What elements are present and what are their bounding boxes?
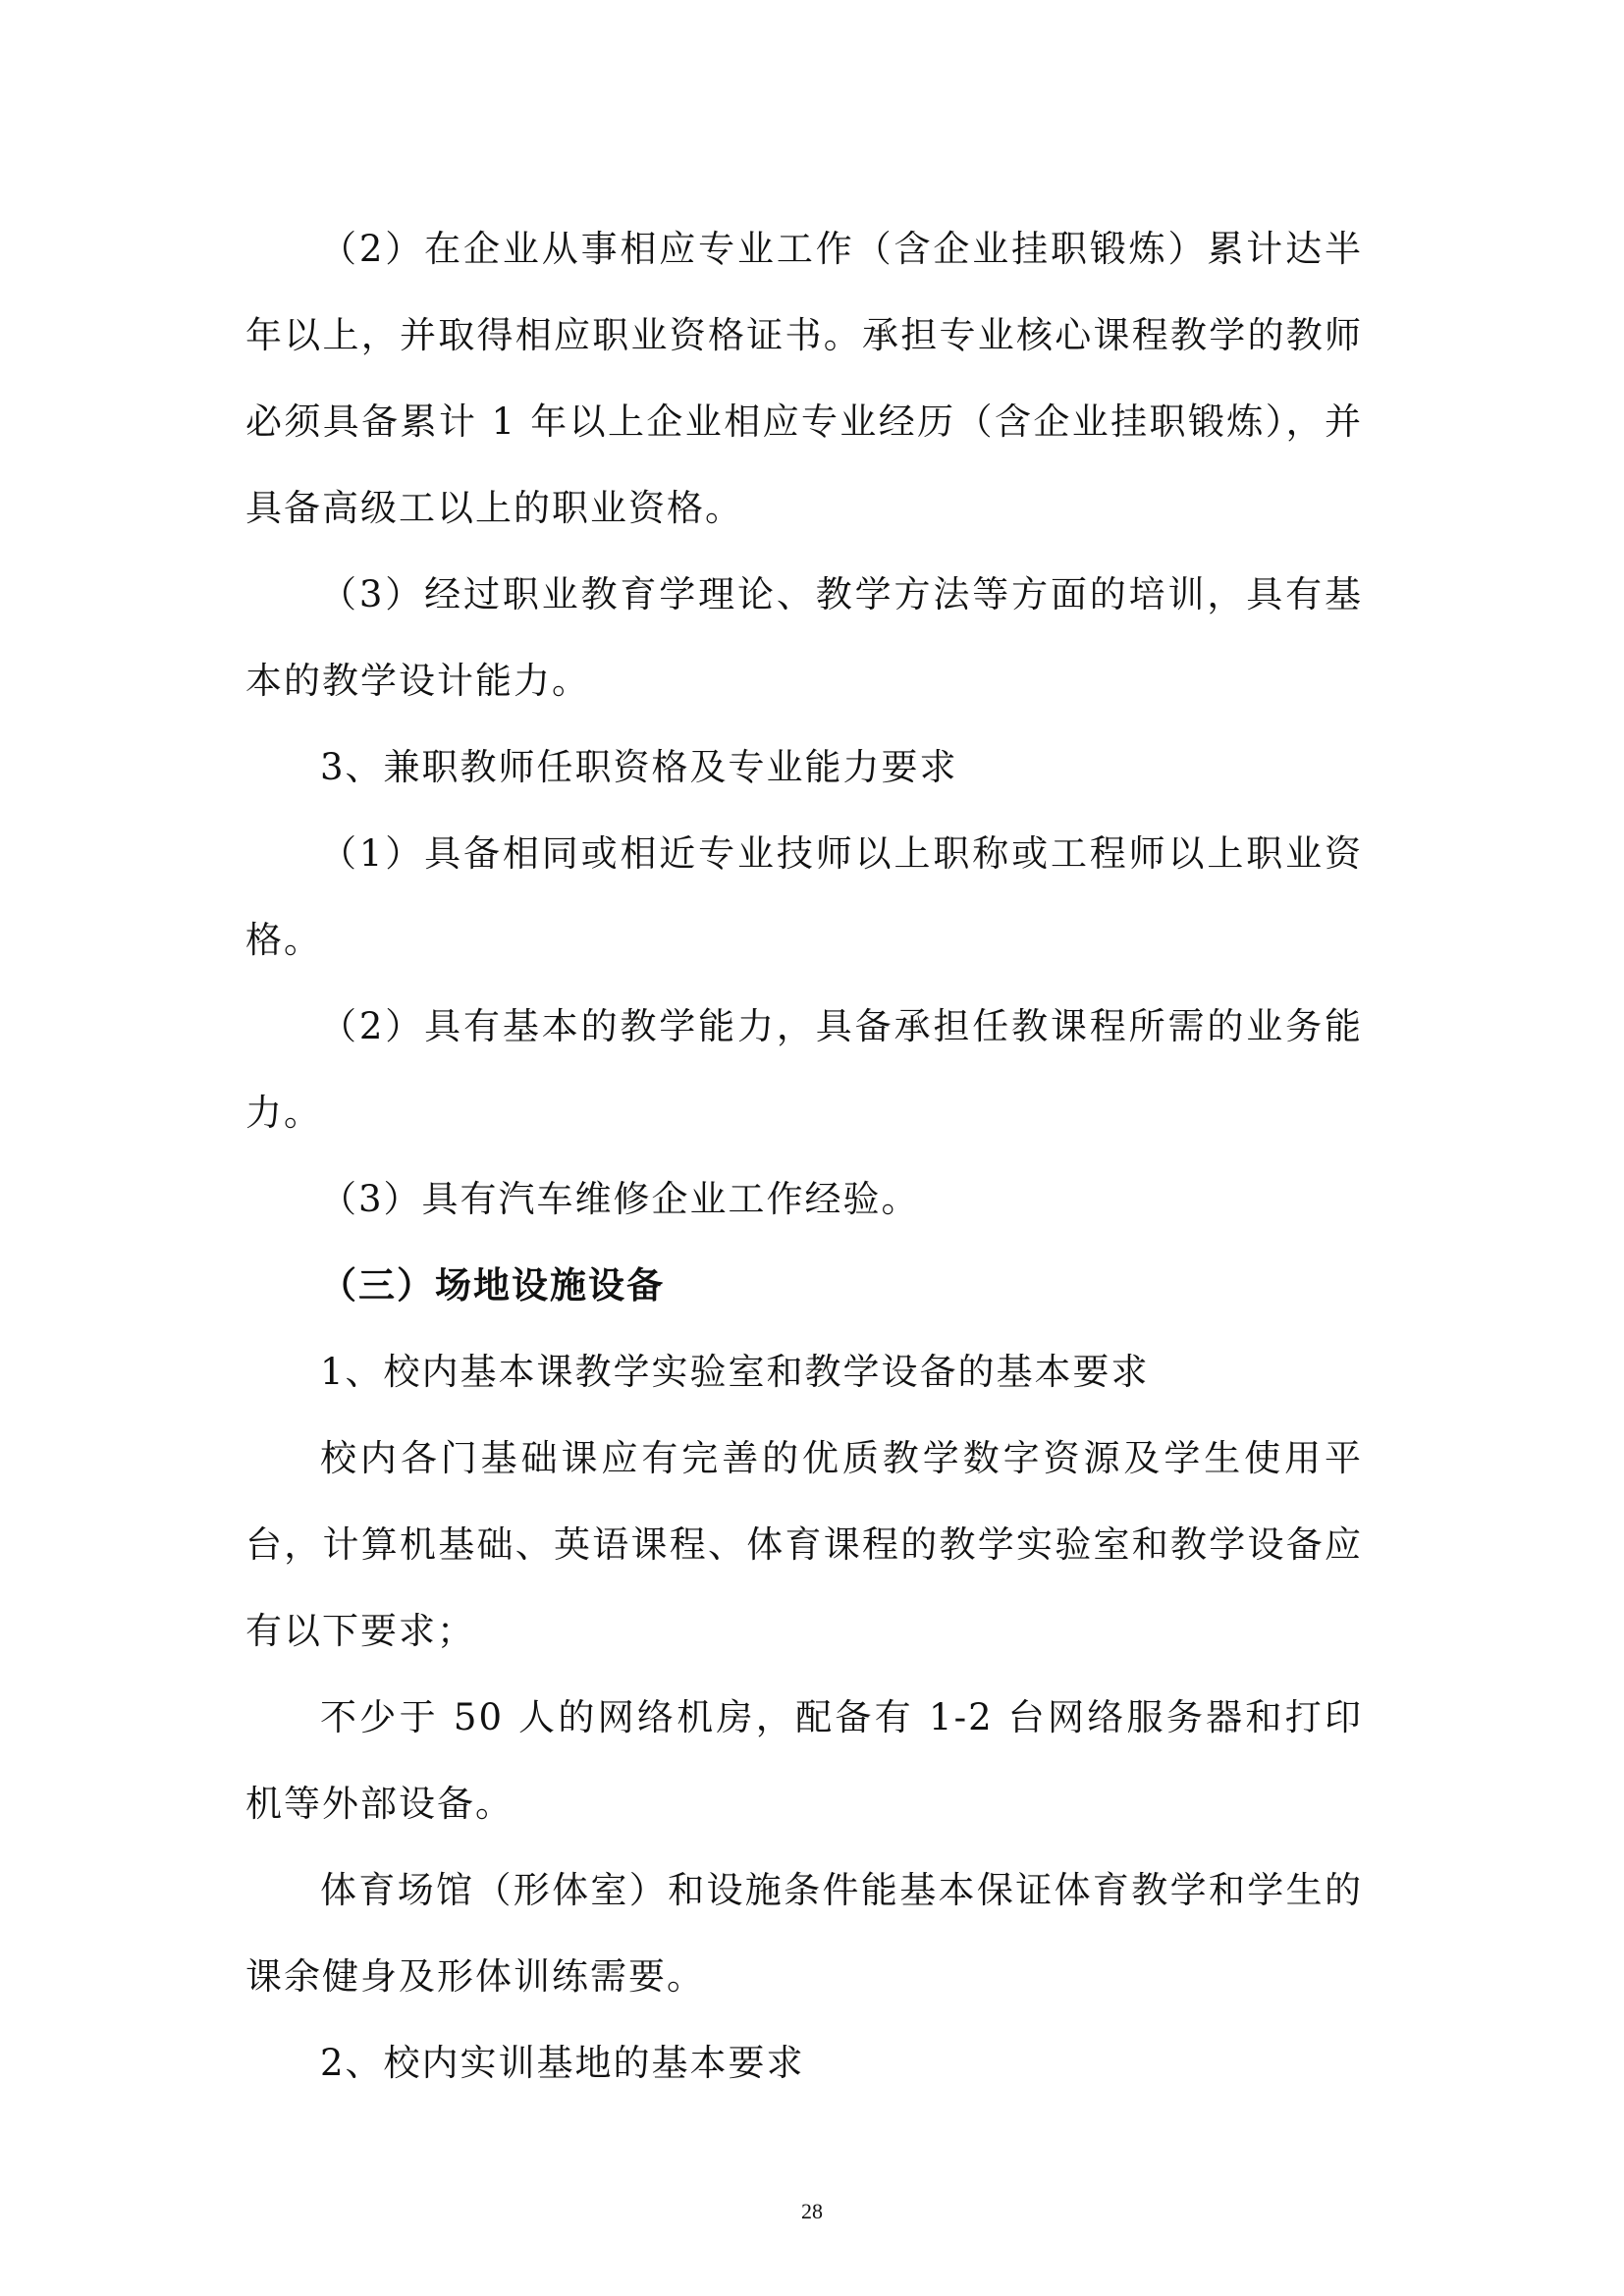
paragraph-computer-room: 不少于 50 人的网络机房，配备有 1-2 台网络服务器和打印机等外部设备。 bbox=[245, 1696, 1363, 1825]
section-heading-facilities: （三）场地设施设备 bbox=[320, 1264, 665, 1307]
paragraph-part-time-teacher-requirements: 3、兼职教师任职资格及专业能力要求 bbox=[320, 746, 958, 788]
paragraph-teacher-training: （3）经过职业教育学理论、教学方法等方面的培训，具有基本的教学设计能力。 bbox=[245, 573, 1363, 702]
document-body bbox=[245, 206, 1363, 2107]
paragraph-part-time-teaching-ability: （2）具有基本的教学能力，具备承担任教课程所需的业务能力。 bbox=[245, 1005, 1363, 1134]
paragraph-part-time-work-experience: （3）具有汽车维修企业工作经验。 bbox=[320, 1178, 920, 1220]
page-number: 28 bbox=[801, 2199, 823, 2223]
paragraph-basic-lab-requirements: 1、校内基本课教学实验室和教学设备的基本要求 bbox=[320, 1351, 1150, 1393]
paragraph-sports-venue: 体育场馆（形体室）和设施条件能基本保证体育教学和学生的课余健身及形体训练需要。 bbox=[245, 1869, 1363, 1998]
paragraph-training-base-requirements: 2、校内实训基地的基本要求 bbox=[320, 2042, 805, 2084]
paragraph-basic-courses-resources: 校内各门基础课应有完善的优质教学数字资源及学生使用平台，计算机基础、英语课程、体育课程的教学实验室和教学设备应有以下要求； bbox=[245, 1437, 1363, 1652]
paragraph-part-time-qualification: （1）具备相同或相近专业技师以上职称或工程师以上职业资格。 bbox=[245, 832, 1363, 961]
paragraph-teacher-enterprise-experience: （2）在企业从事相应专业工作（含企业挂职锻炼）累计达半年以上，并取得相应职业资格证书。承担专业核心课程教学的教师必须具备累计 1 年以上企业相应专业经历（含企业挂职锻炼），并具备高级工以上的职业资格。 bbox=[245, 228, 1363, 529]
